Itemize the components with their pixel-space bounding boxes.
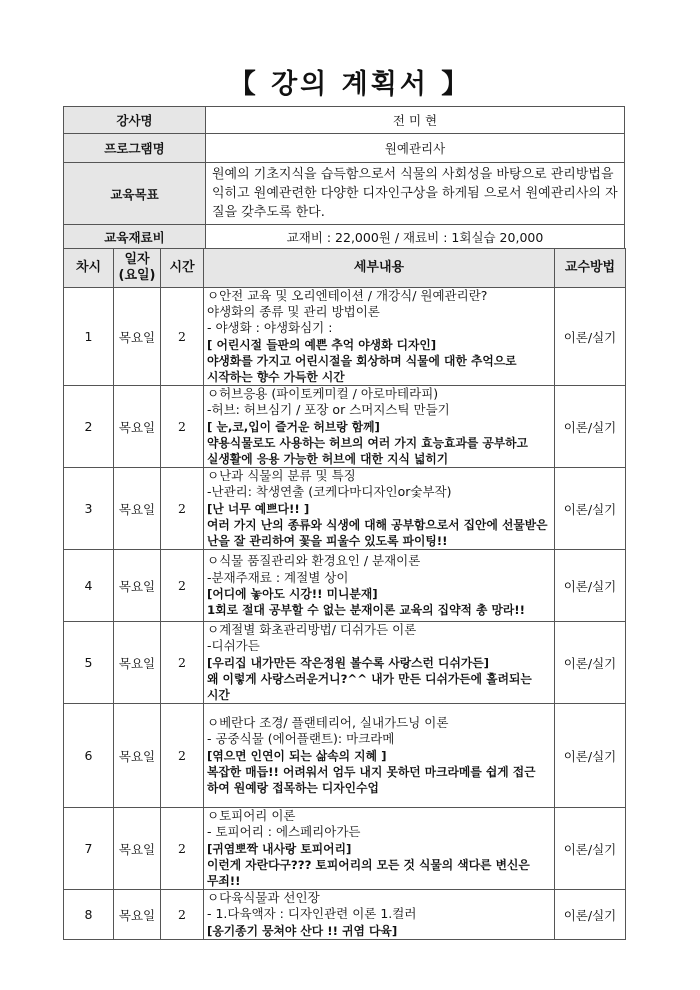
session-content xyxy=(204,386,555,468)
content-highlight-line: [ 어린시절 들판의 예쁜 추억 야생화 디자인] xyxy=(207,337,437,352)
content-highlight-line: 이런게 자란다구??? 토피어리의 모든 것 식물의 색다른 변신은 무죄!! xyxy=(207,857,530,889)
session-day: 목요일 xyxy=(114,890,161,940)
session-day: 목요일 xyxy=(114,704,161,808)
content-line: ㅇ베란다 조경/ 플랜테리어, 실내가드닝 이론 xyxy=(207,715,449,731)
header-session: 차시 xyxy=(64,249,114,288)
content-highlight-line: 왜 이렇게 사랑스러운거니?^^ 내가 만든 디쉬가든에 홀려되는 시간 xyxy=(207,671,532,703)
content-highlight-line: 복잡한 매듭!! 어려워서 엄두 내지 못하던 마크라메를 쉽게 접근 xyxy=(207,764,536,779)
session-method: 이론/실기 xyxy=(555,468,626,550)
table-row xyxy=(64,704,626,808)
table-row xyxy=(64,550,626,622)
session-method: 이론/실기 xyxy=(555,386,626,468)
content-line: - 공중식물 (에어플랜트): 마크라메 xyxy=(207,731,395,747)
objective-value: 원예의 기초지식을 습득함으로서 식물의 사회성을 바탕으로 관리방법을 익히고 원예관련한 다양한 디자인구상을 하게됨 으로서 원예관리사의 자질을 갖추도록 한다. xyxy=(206,163,625,225)
fee-label: 교육재료비 xyxy=(64,225,206,249)
page-title: 【 강의 계획서 】 xyxy=(228,69,472,100)
table-row xyxy=(64,622,626,704)
content-line: ㅇ다육식물과 선인장 xyxy=(207,890,320,906)
session-content xyxy=(204,468,555,550)
session-hours: 2 xyxy=(161,288,204,386)
program-value: 원예관리사 xyxy=(206,134,625,163)
session-method: 이론/실기 xyxy=(555,622,626,704)
header-time: 시간 xyxy=(161,249,204,288)
objective-label: 교육목표 xyxy=(64,163,206,225)
content-highlight-line: [옹기종기 뭉쳐야 산다 !! 귀염 다육] xyxy=(207,923,398,938)
session-number: 3 xyxy=(64,468,114,550)
session-number: 6 xyxy=(64,704,114,808)
session-number: 4 xyxy=(64,550,114,622)
session-hours: 2 xyxy=(161,622,204,704)
session-number: 2 xyxy=(64,386,114,468)
session-hours: 2 xyxy=(161,386,204,468)
content-line: -난관리: 착생연출 (코케다마디자인or숯부작) xyxy=(207,484,452,500)
content-line: -디쉬가든 xyxy=(207,638,260,654)
table-row xyxy=(64,468,626,550)
table-row xyxy=(64,808,626,890)
content-highlight-line: [어디에 놓아도 시강!! 미니분재] xyxy=(207,586,378,601)
content-highlight-line: 1회로 절대 공부할 수 없는 분재이론 교육의 집약적 총 망라!! xyxy=(207,602,526,617)
fee-value: 교재비 : 22,000원 / 재료비 : 1회실습 20,000 xyxy=(206,225,625,249)
header-date: 일자 (요일) xyxy=(114,249,161,288)
session-content xyxy=(204,704,555,808)
session-method: 이론/실기 xyxy=(555,550,626,622)
session-day: 목요일 xyxy=(114,468,161,550)
table-row xyxy=(64,386,626,468)
session-day: 목요일 xyxy=(114,386,161,468)
session-day: 목요일 xyxy=(114,550,161,622)
table-row xyxy=(64,890,626,940)
program-label: 프로그램명 xyxy=(64,134,206,163)
session-hours: 2 xyxy=(161,550,204,622)
session-hours: 2 xyxy=(161,468,204,550)
content-line: ㅇ안전 교육 및 오리엔테이션 / 개강식/ 원예관리란? xyxy=(207,288,488,303)
content-highlight-line: [난 너무 예쁘다!! ] xyxy=(207,501,310,516)
session-hours: 2 xyxy=(161,704,204,808)
content-highlight-line: [엮으면 인연이 되는 삶속의 지혜 ] xyxy=(207,748,387,763)
instructor-value: 전 미 현 xyxy=(206,107,625,134)
header-method: 교수방법 xyxy=(555,249,626,288)
schedule-body xyxy=(64,288,626,940)
content-line: - 1.다육액자 : 디자인관련 이론 1.컬러 xyxy=(207,906,417,922)
session-content xyxy=(204,288,555,386)
session-method: 이론/실기 xyxy=(555,808,626,890)
session-number: 5 xyxy=(64,622,114,704)
session-method: 이론/실기 xyxy=(555,890,626,940)
content-line: -분재주재료 : 계절별 상이 xyxy=(207,569,349,585)
session-content xyxy=(204,890,555,940)
session-day: 목요일 xyxy=(114,288,161,386)
content-line: - 토피어리 : 에스페리아가든 xyxy=(207,824,361,840)
session-hours: 2 xyxy=(161,808,204,890)
schedule-table xyxy=(63,248,626,940)
session-content xyxy=(204,550,555,622)
content-line: ㅇ허브응용 (파이토케미컬 / 아로마테라피) xyxy=(207,386,439,402)
session-number: 8 xyxy=(64,890,114,940)
content-highlight-line: 여러 가지 난의 종류와 식생에 대해 공부함으로서 집안에 선물받은 난을 잘 관리하여 꽃을 피울수 있도록 파이팅!! xyxy=(207,517,548,549)
instructor-label: 강사명 xyxy=(64,107,206,134)
info-table xyxy=(63,106,625,249)
content-highlight-line: 야생화를 가지고 어린시절을 회상하며 식물에 대한 추억으로 시작하는 향수 가득한 시간 xyxy=(207,353,517,385)
session-hours: 2 xyxy=(161,890,204,940)
session-day: 목요일 xyxy=(114,622,161,704)
content-line: ㅇ식물 품질관리와 환경요인 / 분재이론 xyxy=(207,553,421,569)
header-content: 세부내용 xyxy=(204,249,555,288)
content-line: 야생화의 종류 및 관리 방법이론 xyxy=(207,304,380,320)
session-method: 이론/실기 xyxy=(555,288,626,386)
session-content xyxy=(204,622,555,704)
session-day: 목요일 xyxy=(114,808,161,890)
table-row xyxy=(64,288,626,386)
content-highlight-line: [우리집 내가만든 작은정원 볼수록 사랑스런 디쉬가든] xyxy=(207,655,490,670)
session-number: 7 xyxy=(64,808,114,890)
content-highlight-line: [ 눈,코,입이 즐거운 허브랑 함께] xyxy=(207,419,380,434)
content-line: - 야생화 : 야생화심기 : xyxy=(207,320,333,336)
content-highlight-line: [귀염뽀짝 내사랑 토피어리] xyxy=(207,841,352,856)
content-line: -허브: 허브심기 / 포장 or 스머지스틱 만들기 xyxy=(207,402,450,418)
content-highlight-line: 약용식물로도 사용하는 허브의 여러 가지 효능효과를 공부하고 실생활에 응용 가능한 허브에 대한 지식 넓히기 xyxy=(207,435,528,467)
content-line: ㅇ토피어리 이론 xyxy=(207,808,296,824)
content-line: ㅇ계절별 화초관리방법/ 디쉬가든 이론 xyxy=(207,622,417,638)
session-method: 이론/실기 xyxy=(555,704,626,808)
session-number: 1 xyxy=(64,288,114,386)
content-highlight-line: 하여 원예랑 접목하는 디자인수업 xyxy=(207,781,379,796)
content-line: ㅇ난과 식물의 분류 및 특징 xyxy=(207,468,356,484)
session-content xyxy=(204,808,555,890)
